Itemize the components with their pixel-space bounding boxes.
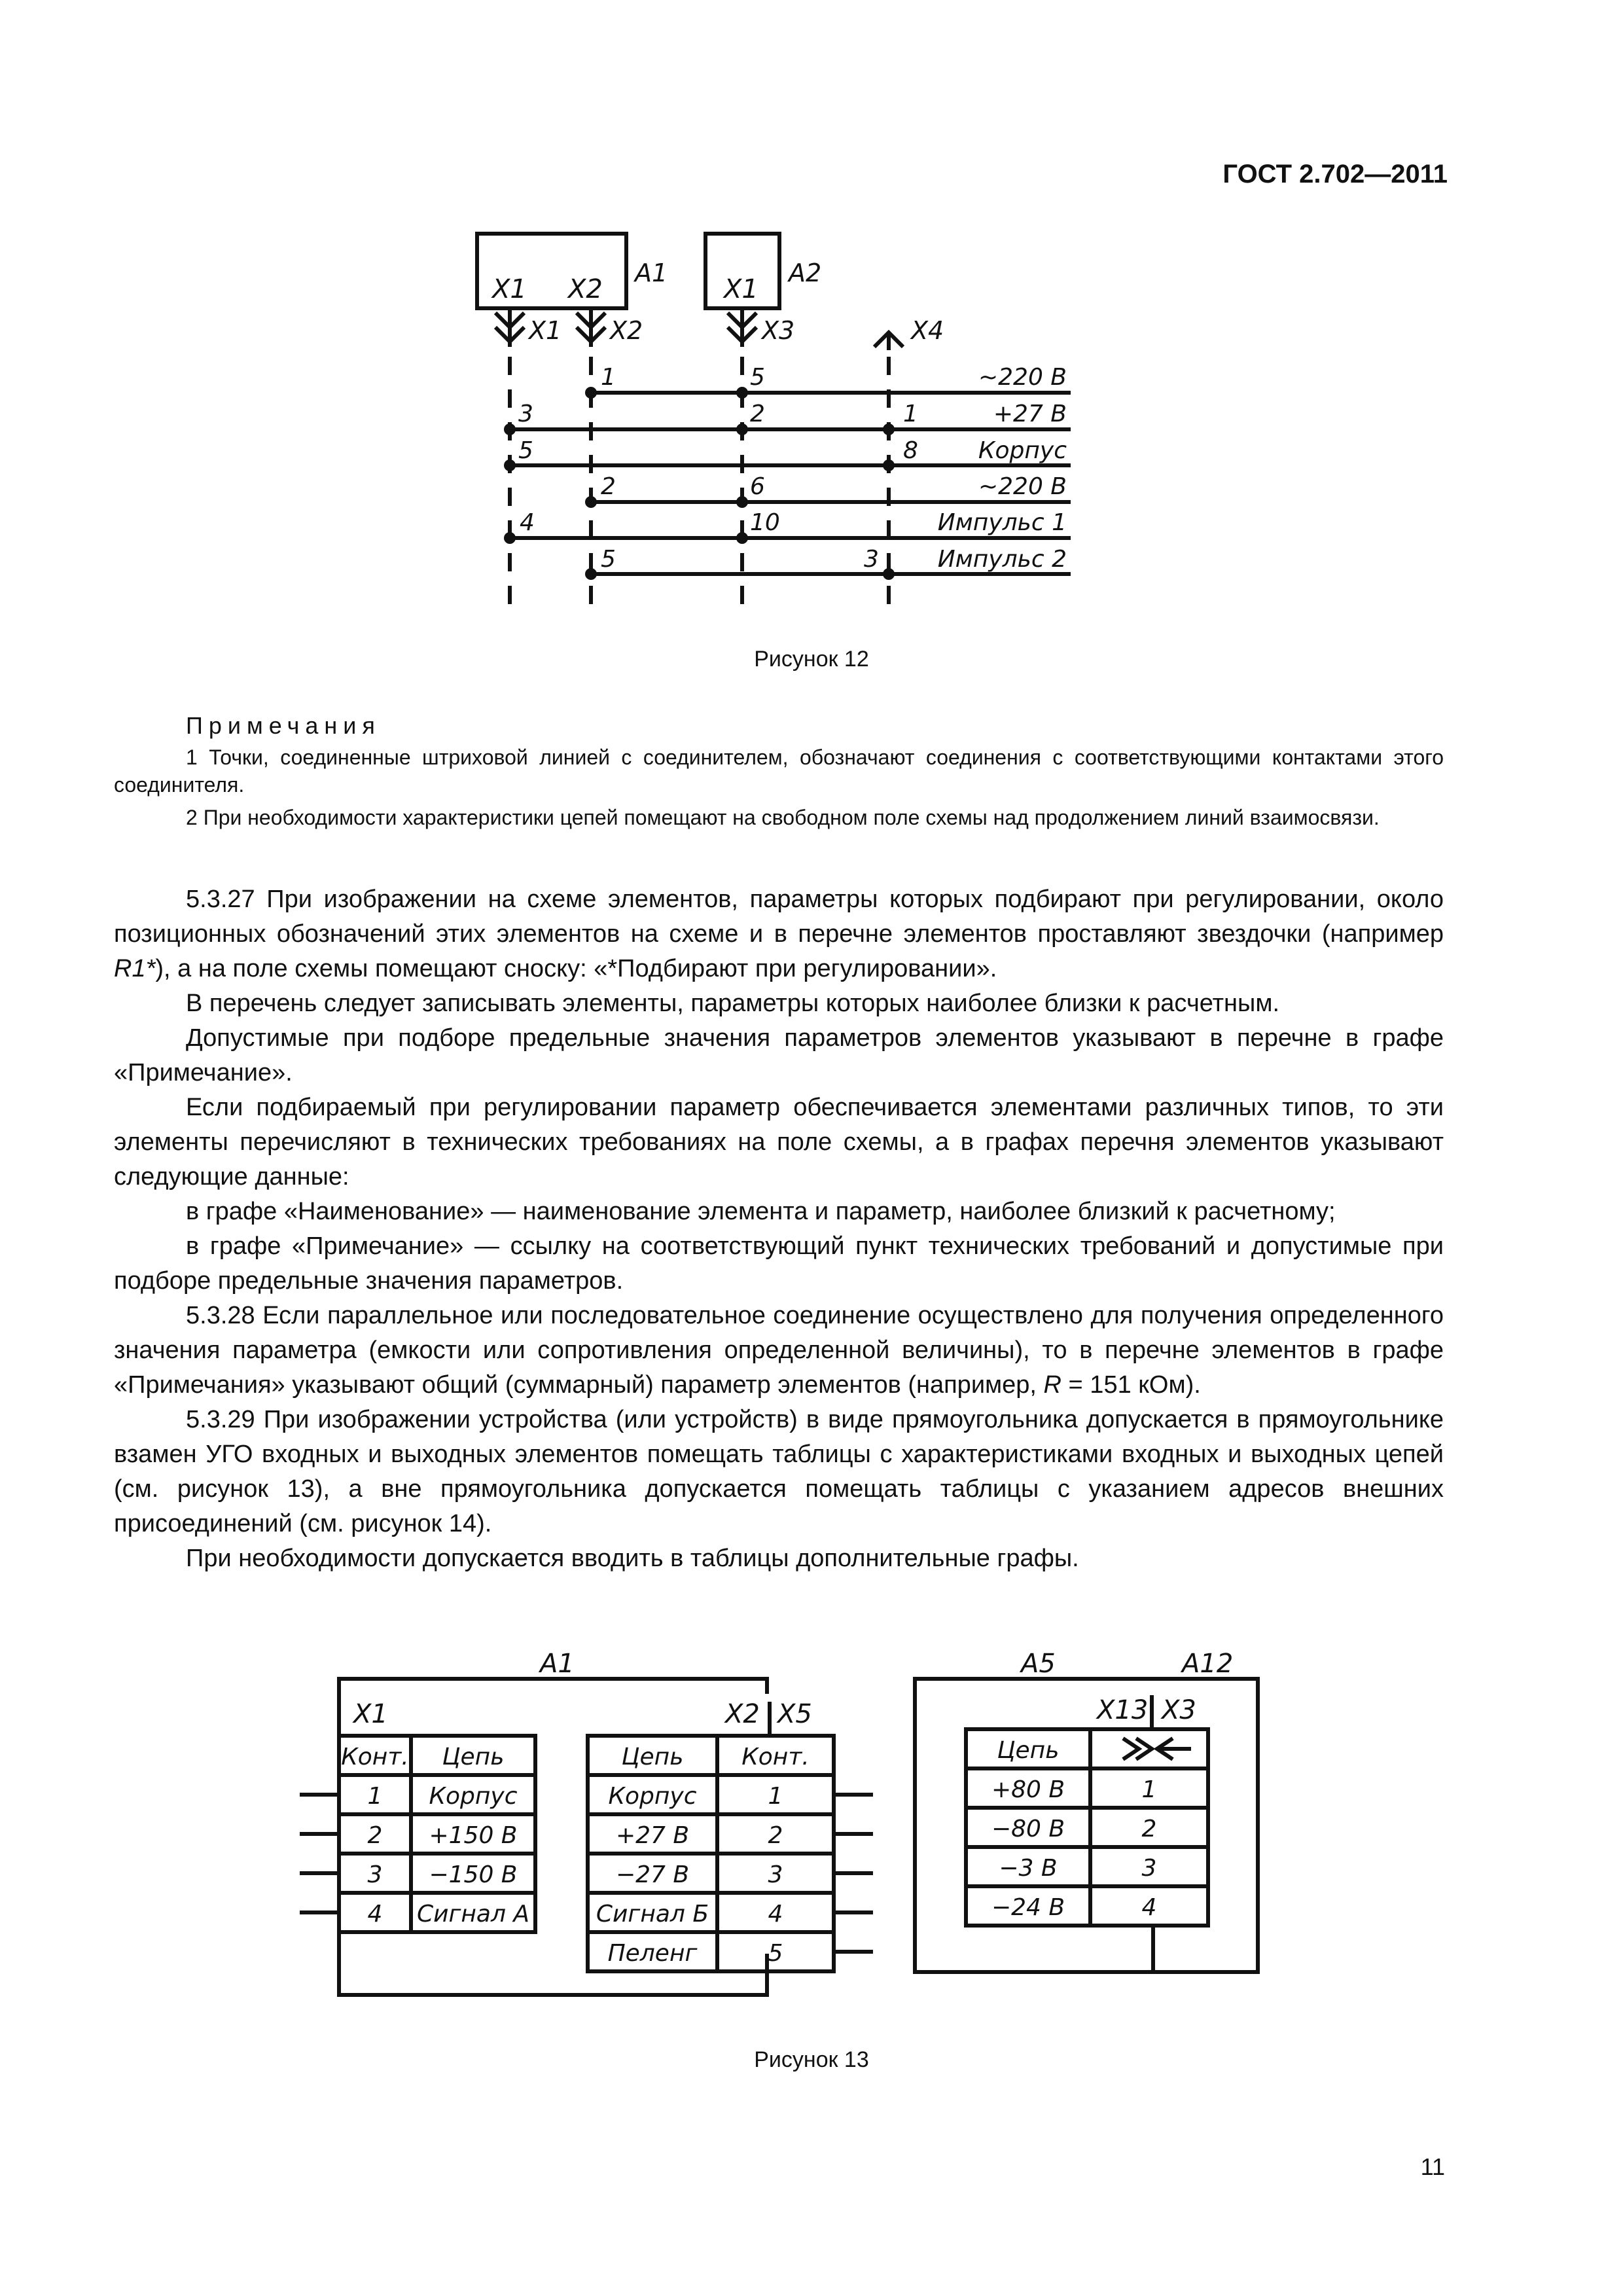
right-table-header: Цепь	[621, 1744, 684, 1770]
paragraph: в графе «Примечание» — ссылку на соответствующий пункт технических требований и допустимые при подборе предельные значения параметров.	[114, 1232, 1444, 1295]
page-number: 11	[1420, 2153, 1445, 2180]
body-text	[114, 882, 1444, 1576]
notes-title: Примечания	[186, 712, 381, 739]
figure-12-caption: Рисунок 12	[754, 647, 869, 672]
paragraph-5-3-27: 5.3.27 При изображении на схеме элементов, параметры которых подбирают при регулировании, около позиционных обозначений этих элементов на схеме и в перечне элементов проставляют звездочки (например R1*), а на поле схемы помещают сноску: «*Подбирают при регулировании».	[114, 886, 1444, 982]
pin-label: 2	[601, 473, 616, 500]
right-leads	[834, 1795, 873, 1952]
pin-label: 3	[864, 546, 879, 573]
note-1: 1 Точки, соединенные штриховой линией с соединителем, обозначают соединения с соответствующими контактами этого соединителя.	[114, 745, 1444, 797]
pin-label: 6	[750, 473, 765, 500]
connector-x4-symbol	[874, 332, 903, 350]
connector-x1-label: X1	[529, 316, 562, 345]
paragraph: Если подбираемый при регулировании параметр обеспечивается элементами различных типов, то эти элементы перечисляют в технических требованиях на поле схемы, а в графах перечня элементов указывают следующие данные:	[114, 1094, 1444, 1191]
pin-label: 10	[750, 509, 780, 536]
fig13-x5-label: X5	[777, 1699, 812, 1729]
fig13-x3-label: X3	[1162, 1695, 1196, 1725]
fig13-a12-label: A12	[1182, 1649, 1234, 1679]
right-table-cell: 2	[768, 1822, 783, 1849]
paragraph-5-3-29: 5.3.29 При изображении устройства (или устройств) в виде прямоугольника допускается в прямоугольнике взамен УГО входных и выходных элементов помещать таблицы с характеристиками входных и выходных цепей (см. рисунок 13), а вне прямоугольника допускается помещать таблицы с указанием адресов внешних присоединений (см. рисунок 14).	[114, 1406, 1444, 1537]
ext-table-cell: −24 В	[991, 1894, 1065, 1921]
right-table-header: Конт.	[741, 1744, 810, 1770]
right-table-cell: 3	[768, 1861, 783, 1888]
left-table-cell: −150 В	[429, 1861, 518, 1888]
left-table-cell: Корпус	[429, 1783, 518, 1810]
ext-table-cell: 2	[1141, 1816, 1157, 1842]
right-table-cell: −27 В	[615, 1861, 690, 1888]
left-table-cell: 1	[367, 1783, 383, 1810]
fig13-x2-label: X2	[725, 1699, 760, 1729]
fig13-x1-label: X1	[353, 1699, 388, 1729]
left-table-cell: 2	[367, 1822, 383, 1849]
pin-label: 4	[520, 509, 535, 536]
pin-label: 5	[518, 437, 533, 464]
connector-x2-label: X2	[610, 316, 643, 345]
left-table-header: Конт.	[341, 1744, 409, 1770]
connector-x3-label: X3	[762, 316, 795, 345]
pin-label: 5	[601, 546, 616, 573]
figure-13-caption: Рисунок 13	[754, 2047, 869, 2072]
fig13-a5-label: A5	[1021, 1649, 1056, 1679]
right-table-cell: Сигнал Б	[596, 1901, 709, 1928]
ext-table-cell: +80 В	[991, 1776, 1065, 1803]
ext-table-header: Цепь	[997, 1737, 1060, 1764]
a1-x1-label: X1	[492, 274, 527, 304]
connector-x4-label: X4	[911, 316, 944, 345]
circuit-name: Импульс 1	[937, 509, 1067, 536]
junction-dots	[504, 387, 895, 580]
left-table-cell: 4	[367, 1901, 383, 1928]
circuit-name: ~220 В	[978, 364, 1067, 391]
paragraph: При необходимости допускается вводить в таблицы дополнительные графы.	[186, 1545, 1079, 1572]
ext-table-grid	[966, 1729, 1208, 1972]
fig13-x13-label: X13	[1097, 1695, 1149, 1725]
paragraph: В перечень следует записывать элементы, параметры которых наиболее близки к расчетным.	[186, 990, 1279, 1017]
fig13-a1-label: A1	[540, 1649, 575, 1679]
pin-label: 5	[750, 364, 765, 391]
device-a1-outline	[339, 1679, 767, 1995]
left-table-header: Цепь	[442, 1744, 505, 1770]
left-table-cell: +150 В	[429, 1822, 518, 1849]
paragraph: Допустимые при подборе предельные значения параметров элементов указывают в перечне в графе «Примечание».	[114, 1024, 1444, 1086]
ext-table-cell: −80 В	[991, 1816, 1065, 1842]
left-table-cell: 3	[367, 1861, 383, 1888]
pin-label: 2	[750, 401, 765, 427]
device-a1-label: A1	[635, 259, 668, 287]
a2-x1-label: X1	[724, 274, 758, 304]
plug-socket-icon	[1123, 1738, 1191, 1759]
circuit-name: Импульс 2	[937, 546, 1067, 573]
ext-table-cell: 4	[1141, 1894, 1157, 1921]
right-table-cell: 1	[768, 1783, 783, 1810]
paragraph: в графе «Наименование» — наименование элемента и параметр, наиболее близкий к расчетному;	[186, 1198, 1336, 1225]
circuit-name: Корпус	[978, 437, 1067, 464]
circuit-name: ~220 В	[978, 473, 1067, 500]
circuit-name: +27 В	[993, 401, 1067, 427]
right-table-cell: +27 В	[615, 1822, 690, 1849]
right-table-cell: Корпус	[608, 1783, 697, 1810]
doc-code-header: ГОСТ 2.702—2011	[1222, 160, 1448, 188]
a1-x2-label: X2	[568, 274, 603, 304]
right-table-grid	[588, 1736, 834, 1971]
left-table-cell: Сигнал А	[416, 1901, 530, 1928]
figure-13-diagram	[0, 1646, 1623, 2019]
pin-label: 8	[903, 437, 918, 464]
right-table-cell: 5	[768, 1940, 783, 1967]
right-table-cell: Пеленг	[607, 1940, 698, 1967]
right-table-cell: 4	[768, 1901, 783, 1928]
left-leads	[300, 1795, 339, 1912]
pin-label: 1	[601, 364, 616, 391]
note-2: 2 При необходимости характеристики цепей помещают на свободном поле схемы над продолжением линий взаимосвязи.	[186, 806, 1380, 829]
ext-table-cell: −3 В	[999, 1855, 1058, 1882]
ext-table-cell: 1	[1141, 1776, 1157, 1803]
device-a2-label: A2	[789, 259, 822, 287]
pin-label: 1	[903, 401, 918, 427]
paragraph-5-3-28: 5.3.28 Если параллельное или последовательное соединение осуществлено для получения определенного значения параметра (емкости или сопротивления определенной величины), то в перечне элементов в графе «Примечания» указывают общий (суммарный) параметр элементов (например, R = 151 кОм).	[114, 1302, 1444, 1399]
pin-label: 3	[518, 401, 533, 427]
ext-table-cell: 3	[1141, 1855, 1157, 1882]
dashed-connector-lines	[510, 357, 889, 619]
